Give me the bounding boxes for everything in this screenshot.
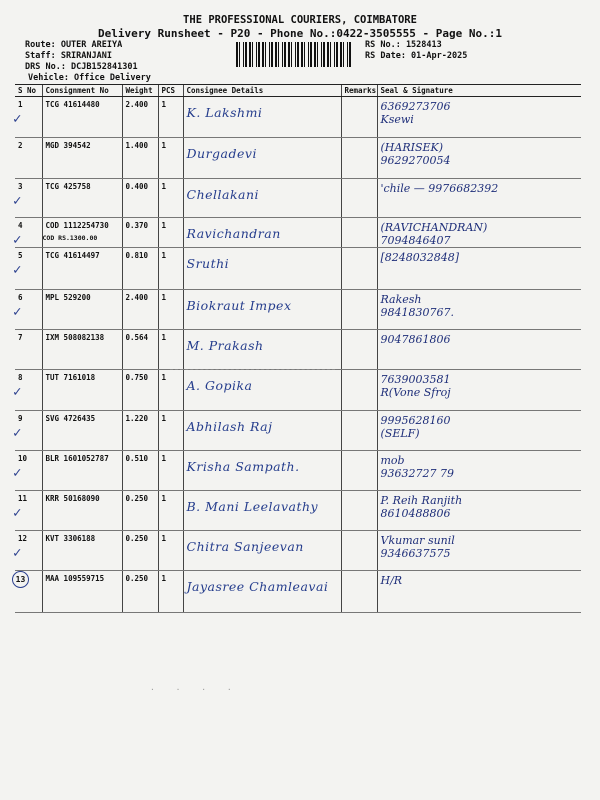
consignment-number: MPL 529200 xyxy=(45,293,91,302)
cell-sno xyxy=(15,411,42,451)
drs-number: DRS No.: DCJB152841301 xyxy=(25,62,138,72)
signature-line: R(Vone Sfroj xyxy=(380,386,451,399)
table-row xyxy=(15,290,581,330)
cell-consignment xyxy=(42,531,122,571)
cell-sno xyxy=(15,248,42,290)
col-header-pcs: PCS xyxy=(158,85,183,97)
cell-remarks xyxy=(341,248,377,290)
signature-line: (RAVICHANDRAN) xyxy=(380,221,488,234)
serial-number: 6 xyxy=(18,293,23,302)
cell-sno xyxy=(15,179,42,218)
runsheet-table xyxy=(15,84,581,613)
check-mark-icon: ✓ xyxy=(13,262,22,278)
cell-remarks xyxy=(341,451,377,491)
serial-number: 7 xyxy=(18,333,23,342)
cell-consignment xyxy=(42,330,122,370)
rs-number: RS No.: 1528413 xyxy=(365,40,442,50)
cell-signature xyxy=(377,370,581,411)
cell-signature xyxy=(377,248,581,290)
table-row xyxy=(15,218,581,248)
check-mark-icon: ✓ xyxy=(13,111,22,127)
cell-weight: 0.810 xyxy=(122,248,158,290)
cell-signature xyxy=(377,290,581,330)
signature-line: 9047861806 xyxy=(380,333,451,346)
cell-pcs: 1 xyxy=(158,330,183,370)
signature-line: 7094846407 xyxy=(380,234,451,247)
cell-sno xyxy=(15,290,42,330)
cell-consignment xyxy=(42,571,122,613)
signature-line: 8610488806 xyxy=(380,507,451,520)
cell-consignment xyxy=(42,218,122,248)
vehicle-info: Vehicle: Office Delivery xyxy=(28,73,151,83)
table-row xyxy=(15,451,581,491)
cell-signature xyxy=(377,97,581,138)
serial-number: 1 xyxy=(18,100,23,109)
signature-line: Ksewi xyxy=(380,113,414,126)
signature-line: (SELF) xyxy=(380,427,420,440)
signature-line: 93632727 79 xyxy=(380,467,454,480)
cell-signature xyxy=(377,571,581,613)
cell-sno xyxy=(15,491,42,531)
cell-sno xyxy=(15,451,42,491)
company-title: THE PROFESSIONAL COURIERS, COIMBATORE xyxy=(183,14,417,26)
signature-line: 'chile — 9976682392 xyxy=(380,182,499,195)
cell-remarks xyxy=(341,218,377,248)
col-header-sno: S No xyxy=(15,85,42,97)
cell-consignee: A. Gopika xyxy=(183,370,341,411)
cell-remarks xyxy=(341,330,377,370)
cell-consignment xyxy=(42,97,122,138)
signature-line: H/R xyxy=(380,574,403,587)
check-mark-icon: ✓ xyxy=(13,505,22,521)
table-row xyxy=(15,330,581,370)
serial-number: 2 xyxy=(18,141,23,150)
cell-pcs: 1 xyxy=(158,218,183,248)
consignment-number: TCG 41614480 xyxy=(45,100,100,109)
cell-pcs: 1 xyxy=(158,531,183,571)
cell-remarks xyxy=(341,370,377,411)
cell-pcs: 1 xyxy=(158,179,183,218)
table-row xyxy=(15,411,581,451)
signature-line: 9995628160 xyxy=(380,414,451,427)
table-row xyxy=(15,370,581,411)
consignment-number: BLR 1601052787 xyxy=(45,454,109,463)
cell-consignment xyxy=(42,138,122,179)
cell-consignment xyxy=(42,179,122,218)
cell-consignment xyxy=(42,290,122,330)
cell-pcs: 1 xyxy=(158,248,183,290)
table-row xyxy=(15,179,581,218)
barcode-image xyxy=(236,42,351,67)
consignment-number: IXM 508082138 xyxy=(45,333,105,342)
serial-number: 4 xyxy=(18,221,23,230)
check-mark-icon: ✓ xyxy=(13,193,22,209)
consignment-number: TCG 41614497 xyxy=(45,251,100,260)
cell-consignee: Chitra Sanjeevan xyxy=(183,531,341,571)
cell-consignment xyxy=(42,411,122,451)
check-mark-icon: ✓ xyxy=(13,545,22,561)
cell-remarks xyxy=(341,97,377,138)
table-header-row xyxy=(15,85,581,97)
cell-signature xyxy=(377,531,581,571)
check-mark-icon: ✓ xyxy=(13,425,22,441)
cell-weight: 0.370 xyxy=(122,218,158,248)
cell-consignment xyxy=(42,370,122,411)
cell-sno xyxy=(15,218,42,248)
check-mark-icon: ✓ xyxy=(13,232,22,248)
cell-pcs: 1 xyxy=(158,451,183,491)
signature-line: 9346637575 xyxy=(380,547,451,560)
cell-remarks xyxy=(341,491,377,531)
cell-pcs: 1 xyxy=(158,491,183,531)
cell-signature xyxy=(377,411,581,451)
serial-number: 11 xyxy=(18,494,28,503)
cell-remarks xyxy=(341,179,377,218)
cell-signature xyxy=(377,491,581,531)
signature-line: 9629270054 xyxy=(380,154,451,167)
cell-weight: 1.400 xyxy=(122,138,158,179)
cell-sno xyxy=(15,330,42,370)
col-header-consignment: Consignment No xyxy=(42,85,122,97)
cell-signature xyxy=(377,451,581,491)
cell-weight: 0.250 xyxy=(122,571,158,613)
col-header-remarks: Remarks xyxy=(341,85,377,97)
cell-consignee: Ravichandran xyxy=(183,218,341,248)
check-mark-icon: ✓ xyxy=(13,465,22,481)
cell-weight: 2.400 xyxy=(122,290,158,330)
signature-line: Rakesh xyxy=(380,293,422,306)
table-row xyxy=(15,491,581,531)
cell-sno xyxy=(15,97,42,138)
serial-number: 5 xyxy=(18,251,23,260)
cell-consignee: B. Mani Leelavathy xyxy=(183,491,341,531)
route-info: Route: OUTER AREIYA xyxy=(25,40,123,50)
signature-line: mob xyxy=(380,454,405,467)
consignment-number: TCG 425758 xyxy=(45,182,91,191)
scan-dots: . . . . xyxy=(150,683,240,692)
strike-scribble xyxy=(170,369,335,372)
cell-weight: 0.400 xyxy=(122,179,158,218)
cell-signature xyxy=(377,138,581,179)
cell-signature xyxy=(377,330,581,370)
serial-number: 8 xyxy=(18,373,23,382)
cell-consignee: K. Lakshmi xyxy=(183,97,341,138)
cell-pcs: 1 xyxy=(158,411,183,451)
signature-line: [8248032848] xyxy=(380,251,460,264)
cell-remarks xyxy=(341,531,377,571)
cell-sno xyxy=(15,531,42,571)
signature-line: 7639003581 xyxy=(380,373,451,386)
serial-number: 9 xyxy=(18,414,23,423)
cell-consignee: Biokraut Impex xyxy=(183,290,341,330)
cell-consignee: Chellakani xyxy=(183,179,341,218)
cell-sno xyxy=(15,571,42,613)
rs-date: RS Date: 01-Apr-2025 xyxy=(365,51,468,61)
col-header-signature: Seal & Signature xyxy=(377,85,581,97)
consignment-number: SVG 4726435 xyxy=(45,414,96,423)
check-mark-icon: ✓ xyxy=(13,304,22,320)
cell-weight: 0.250 xyxy=(122,491,158,531)
cell-pcs: 1 xyxy=(158,97,183,138)
cell-consignee: Krisha Sampath. xyxy=(183,451,341,491)
cell-sno xyxy=(15,138,42,179)
check-mark-icon: ✓ xyxy=(13,384,22,400)
runsheet-subtitle: Delivery Runsheet - P20 - Phone No.:0422-3505555 - Page No.:1 xyxy=(98,27,502,40)
cell-weight: 0.564 xyxy=(122,330,158,370)
serial-number: 10 xyxy=(18,454,28,463)
cod-amount: COD RS.1300.00 xyxy=(42,234,98,242)
cell-weight: 0.750 xyxy=(122,370,158,411)
table-row xyxy=(15,248,581,290)
cell-pcs: 1 xyxy=(158,290,183,330)
cell-pcs: 1 xyxy=(158,138,183,179)
staff-info: Staff: SRIRANJANI xyxy=(25,51,112,61)
cell-remarks xyxy=(341,411,377,451)
cell-pcs: 1 xyxy=(158,571,183,613)
cell-sno xyxy=(15,370,42,411)
consignment-number: MAA 109559715 xyxy=(45,574,105,583)
cell-weight: 0.250 xyxy=(122,531,158,571)
cell-remarks xyxy=(341,290,377,330)
consignment-number: KRR 50168090 xyxy=(45,494,100,503)
serial-number: 3 xyxy=(18,182,23,191)
cell-signature xyxy=(377,218,581,248)
serial-number: 12 xyxy=(18,534,28,543)
cell-remarks xyxy=(341,571,377,613)
consignment-number: COD 1112254730 xyxy=(45,221,109,230)
cell-consignment xyxy=(42,491,122,531)
cell-consignment xyxy=(42,451,122,491)
signature-line: 6369273706 xyxy=(380,100,451,113)
cell-weight: 1.220 xyxy=(122,411,158,451)
col-header-consignee: Consignee Details xyxy=(183,85,341,97)
table-row xyxy=(15,571,581,613)
signature-line: P. Reih Ranjith xyxy=(380,494,463,507)
cell-consignee: Abhilash Raj xyxy=(183,411,341,451)
table-row xyxy=(15,138,581,179)
cell-consignee: M. Prakash xyxy=(183,330,341,370)
circled-number: 13 xyxy=(12,571,29,588)
cell-remarks xyxy=(341,138,377,179)
consignment-number: MGD 394542 xyxy=(45,141,91,150)
table-row xyxy=(15,97,581,138)
cell-consignee: Jayasree Chamleavai xyxy=(183,571,341,613)
cell-signature xyxy=(377,179,581,218)
signature-line: 9841830767. xyxy=(380,306,454,319)
signature-line: (HARISEK) xyxy=(380,141,444,154)
table-row xyxy=(15,531,581,571)
cell-consignee: Durgadevi xyxy=(183,138,341,179)
cell-weight: 2.400 xyxy=(122,97,158,138)
consignment-number: TUT 7161018 xyxy=(45,373,96,382)
cell-weight: 0.510 xyxy=(122,451,158,491)
cell-consignment xyxy=(42,248,122,290)
signature-line: Vkumar sunil xyxy=(380,534,455,547)
col-header-weight: Weight xyxy=(122,85,158,97)
consignment-number: KVT 3306188 xyxy=(45,534,96,543)
cell-pcs: 1 xyxy=(158,370,183,411)
cell-consignee: Sruthi xyxy=(183,248,341,290)
